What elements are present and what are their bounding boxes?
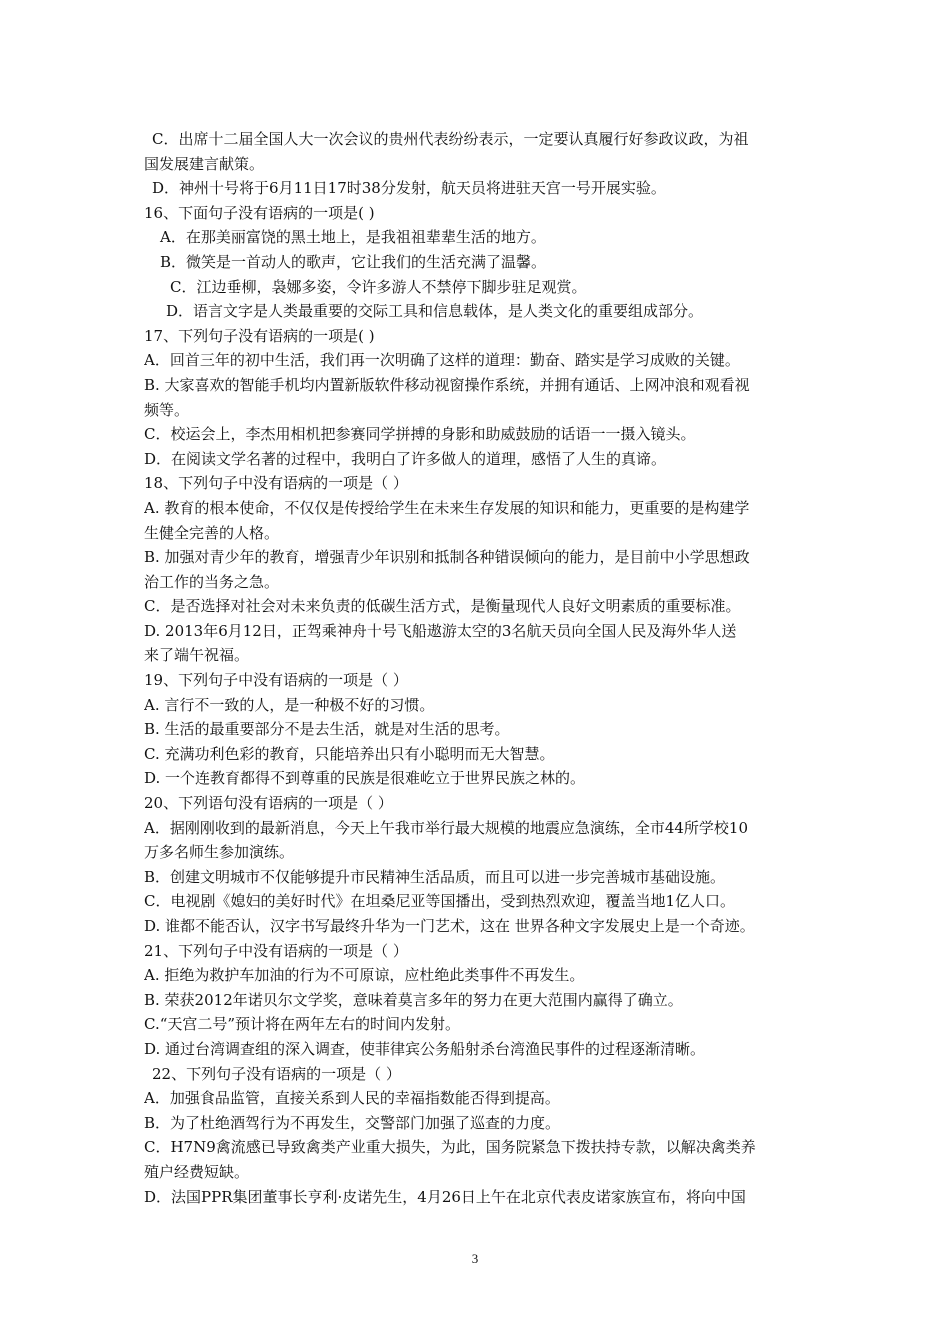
question-heading: 22、下列句子没有语病的一项是（ ） <box>152 1064 401 1083</box>
option-line: B. 加强对青少年的教育，增强青少年识别和抵制各种错误倾向的能力，是目前中小学思想政 <box>144 548 750 567</box>
option-line: 频等。 <box>144 400 190 419</box>
question-heading: 17、下列句子没有语病的一项是( ) <box>144 326 375 345</box>
option-line: C．校运会上，李杰用相机把参赛同学拼搏的身影和助威鼓励的话语一一摄入镜头。 <box>144 425 696 444</box>
option-line: A. 言行不一致的人，是一种极不好的习惯。 <box>144 695 435 714</box>
option-line: B．为了杜绝酒驾行为不再发生，交警部门加强了巡查的力度。 <box>144 1113 561 1132</box>
option-line: D．在阅读文学名著的过程中，我明白了许多做人的道理，感悟了人生的真谛。 <box>144 449 667 468</box>
option-line: 殖户经费短缺。 <box>144 1162 250 1181</box>
option-line: B. 生活的最重要部分不是去生活，就是对生活的思考。 <box>144 720 510 739</box>
question-heading: 19、下列句子中没有语病的一项是（ ） <box>144 671 408 690</box>
option-line: A. 拒绝为救护车加油的行为不可原谅，应杜绝此类事件不再发生。 <box>144 966 585 985</box>
option-line: C．电视剧《媳妇的美好时代》在坦桑尼亚等国播出，受到热烈欢迎，覆盖当地1亿人口。 <box>144 892 736 911</box>
question-heading: 20、下列语句没有语病的一项是（ ） <box>144 794 393 813</box>
option-line: 治工作的当务之急。 <box>144 572 280 591</box>
option-line: A．在那美丽富饶的黑土地上，是我祖祖辈辈生活的地方。 <box>160 228 546 247</box>
option-line: C．是否选择对社会对未来负责的低碳生活方式，是衡量现代人良好文明素质的重要标准。 <box>144 597 741 616</box>
option-line: 万多名师生参加演练。 <box>144 843 295 862</box>
option-line: 生健全完善的人格。 <box>144 523 280 542</box>
option-line: A. 教育的根本使命，不仅仅是传授给学生在未来生存发展的知识和能力，更重要的是构建学 <box>144 498 750 517</box>
option-line: A．加强食品监管，直接关系到人民的幸福指数能否得到提高。 <box>144 1089 560 1108</box>
option-line: A．据刚刚收到的最新消息，今天上午我市举行最大规模的地震应急演练，全市44所学校10 <box>144 818 749 837</box>
option-line: A．回首三年的初中生活，我们再一次明确了这样的道理：勤奋、踏实是学习成败的关键。 <box>144 351 740 370</box>
text-line: D．神州十号将于6月11日17时38分发射，航天员将进驻天宫一号开展实验。 <box>152 179 666 198</box>
question-text-block <box>144 127 824 1209</box>
option-line: 来了端午祝福。 <box>144 646 250 665</box>
option-line: D. 通过台湾调查组的深入调查，使菲律宾公务船射杀台湾渔民事件的过程逐渐清晰。 <box>144 1039 706 1058</box>
option-line: B．创建文明城市不仅能够提升市民精神生活品质，而且可以进一步完善城市基础设施。 <box>144 867 726 886</box>
option-line: C．H7N9禽流感已导致禽类产业重大损失，为此，国务院紧急下拨扶持专款，以解决禽类养 <box>144 1138 756 1157</box>
option-line: D．语言文字是人类最重要的交际工具和信息载体，是人类文化的重要组成部分。 <box>166 302 704 321</box>
option-line: D. 2013年6月12日，正驾乘神舟十号飞船遨游太空的3名航天员向全国人民及海外华人送 <box>144 621 737 640</box>
text-line: C．出席十二届全国人大一次会议的贵州代表纷纷表示，一定要认真履行好参政议政，为祖 <box>152 130 749 148</box>
page-number: 3 <box>471 1251 479 1266</box>
option-line: D. 谁都不能否认，汉字书写最终升华为一门艺术，这在 世界各种文字发展史上是一个奇迹。 <box>144 917 755 935</box>
option-line: B. 荣获2012年诺贝尔文学奖，意味着莫言多年的努力在更大范围内赢得了确立。 <box>144 990 683 1009</box>
question-heading: 18、下列句子中没有语病的一项是（ ） <box>144 474 408 493</box>
option-line: C.“天宫二号”预计将在两年左右的时间内发射。 <box>144 1015 461 1034</box>
option-line: D. 一个连教育都得不到尊重的民族是很难屹立于世界民族之林的。 <box>144 769 586 788</box>
question-heading: 21、下列句子中没有语病的一项是（ ） <box>144 941 408 960</box>
option-line: C. 充满功利色彩的教育，只能培养出只有小聪明而无大智慧。 <box>144 744 555 763</box>
text-line: 国发展建言献策。 <box>144 154 265 173</box>
option-line: C．江边垂柳，袅娜多姿，令许多游人不禁停下脚步驻足观赏。 <box>170 277 587 296</box>
question-heading: 16、下面句子没有语病的一项是( ) <box>144 203 375 222</box>
option-line: B. 大家喜欢的智能手机均内置新版软件移动视窗操作系统，并拥有通话、上网冲浪和观看视 <box>144 375 750 394</box>
option-line: B．微笑是一首动人的歌声，它让我们的生活充满了温馨。 <box>160 252 547 271</box>
option-line: D．法国PPR集团董事长亨利·皮诺先生，4月26日上午在北京代表皮诺家族宣布，将向中国 <box>144 1187 746 1206</box>
